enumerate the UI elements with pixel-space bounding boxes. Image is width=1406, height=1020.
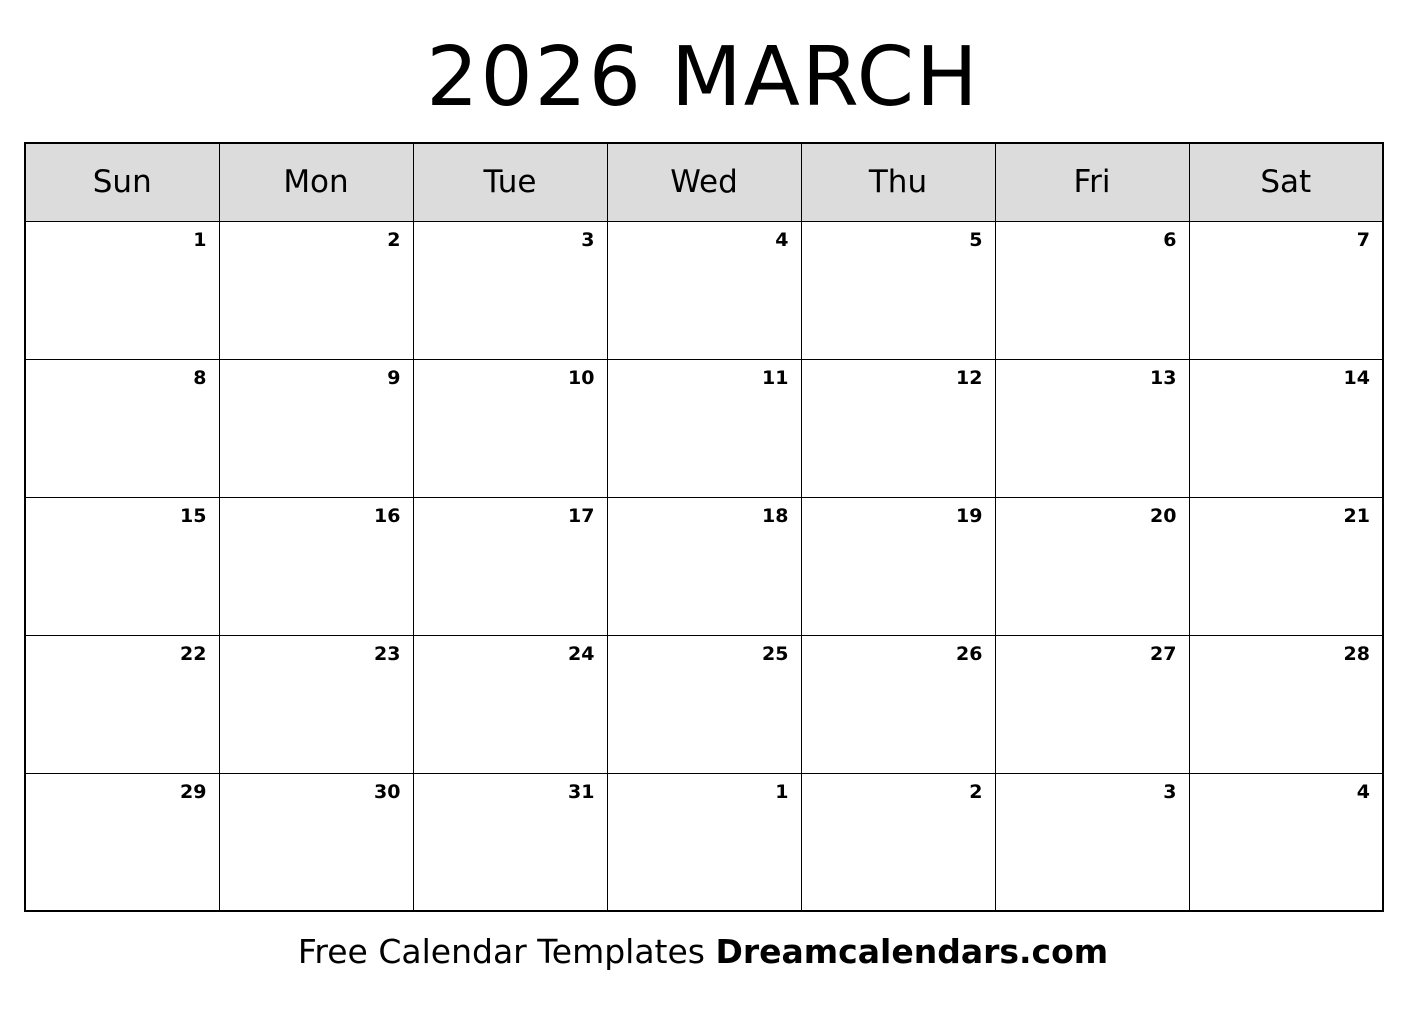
day-cell[interactable]: 21 <box>1189 497 1383 635</box>
day-cell[interactable]: 18 <box>607 497 801 635</box>
day-cell[interactable]: 25 <box>607 635 801 773</box>
calendar-week-row <box>25 359 1383 497</box>
day-cell[interactable]: 4 <box>1189 773 1383 911</box>
day-cell[interactable]: 2 <box>219 221 413 359</box>
day-cell[interactable]: 8 <box>25 359 219 497</box>
weekday-header-tue: Tue <box>413 143 607 221</box>
day-cell[interactable]: 27 <box>995 635 1189 773</box>
calendar-grid <box>24 142 1384 912</box>
day-cell[interactable]: 3 <box>995 773 1189 911</box>
day-cell[interactable]: 24 <box>413 635 607 773</box>
weekday-header-sun: Sun <box>25 143 219 221</box>
day-cell[interactable]: 22 <box>25 635 219 773</box>
day-cell[interactable]: 17 <box>413 497 607 635</box>
day-cell[interactable]: 29 <box>25 773 219 911</box>
day-cell[interactable]: 2 <box>801 773 995 911</box>
day-cell[interactable]: 3 <box>413 221 607 359</box>
day-cell[interactable]: 31 <box>413 773 607 911</box>
calendar-week-row <box>25 497 1383 635</box>
day-cell[interactable]: 12 <box>801 359 995 497</box>
day-cell[interactable]: 10 <box>413 359 607 497</box>
weekday-header-row <box>25 143 1383 221</box>
day-cell[interactable]: 7 <box>1189 221 1383 359</box>
day-cell[interactable]: 19 <box>801 497 995 635</box>
calendar-week-row <box>25 773 1383 911</box>
day-cell[interactable]: 6 <box>995 221 1189 359</box>
day-cell[interactable]: 15 <box>25 497 219 635</box>
weekday-header-thu: Thu <box>801 143 995 221</box>
calendar <box>24 18 1382 912</box>
day-cell[interactable]: 9 <box>219 359 413 497</box>
day-cell[interactable]: 4 <box>607 221 801 359</box>
calendar-week-row <box>25 635 1383 773</box>
day-cell[interactable]: 20 <box>995 497 1189 635</box>
footer-site-name: Dreamcalendars.com <box>715 932 1109 971</box>
weekday-header-mon: Mon <box>219 143 413 221</box>
footer <box>0 932 1406 971</box>
day-cell[interactable]: 5 <box>801 221 995 359</box>
day-cell[interactable]: 1 <box>25 221 219 359</box>
weekday-header-wed: Wed <box>607 143 801 221</box>
day-cell[interactable]: 1 <box>607 773 801 911</box>
weekday-header-fri: Fri <box>995 143 1189 221</box>
day-cell[interactable]: 14 <box>1189 359 1383 497</box>
day-cell[interactable]: 30 <box>219 773 413 911</box>
day-cell[interactable]: 16 <box>219 497 413 635</box>
day-cell[interactable]: 26 <box>801 635 995 773</box>
day-cell[interactable]: 13 <box>995 359 1189 497</box>
day-cell[interactable]: 28 <box>1189 635 1383 773</box>
footer-tagline: Free Calendar Templates <box>297 932 716 971</box>
day-cell[interactable]: 11 <box>607 359 801 497</box>
weekday-header-sat: Sat <box>1189 143 1383 221</box>
day-cell[interactable]: 23 <box>219 635 413 773</box>
calendar-week-row <box>25 221 1383 359</box>
page-title: 2026 MARCH <box>426 30 980 125</box>
